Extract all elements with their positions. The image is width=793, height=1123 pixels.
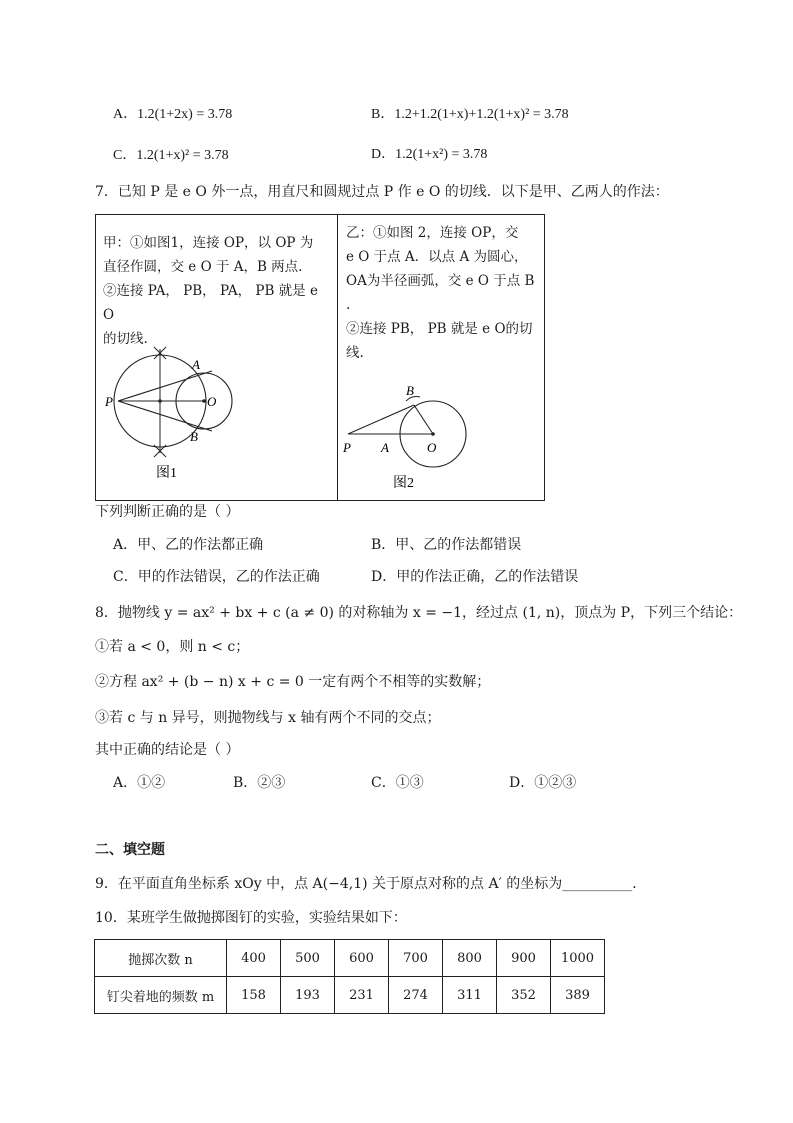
q8-option-d: D．①②③ bbox=[509, 775, 577, 791]
table-cell: 352 bbox=[497, 977, 551, 1014]
yi-line: 乙：①如图 2，连接 OP，交 bbox=[346, 225, 519, 241]
q9-stem: 9．在平面直角坐标系 xOy 中，点 A(−4,1) 关于原点对称的点 A′ 的坐标为__________． bbox=[95, 876, 647, 892]
q10-stem: 10．某班学生做抛掷图钉的实验，实验结果如下： bbox=[95, 910, 407, 926]
table-cell: 700 bbox=[389, 940, 443, 977]
fig1-tangent-pa bbox=[118, 371, 212, 401]
q8-option-a: A．①② bbox=[113, 775, 166, 791]
table-cell: 389 bbox=[551, 977, 605, 1014]
fig1-label-o: O bbox=[207, 394, 217, 409]
q7-method-table bbox=[95, 214, 545, 501]
table-cell: 158 bbox=[227, 977, 281, 1014]
q8-option-b: B．②③ bbox=[233, 775, 286, 791]
table-cell: 1000 bbox=[551, 940, 605, 977]
q8-conclusion-1: ①若 a < 0，则 n < c； bbox=[95, 639, 250, 655]
fig2-line-pb bbox=[348, 405, 414, 434]
q7-option-a: A．甲、乙的作法都正确 bbox=[113, 537, 264, 553]
fig1-point-center bbox=[158, 399, 162, 403]
fig2-label-b: B bbox=[406, 383, 414, 398]
q7-question: 下列判断正确的是（ ） bbox=[95, 504, 240, 520]
q8-question: 其中正确的结论是（ ） bbox=[95, 742, 240, 758]
fig1-point-o bbox=[202, 399, 206, 403]
fig1-label-b: B bbox=[190, 429, 198, 444]
fig2-line-ob bbox=[414, 405, 433, 434]
table-header-cell: 钉尖着地的频数 m bbox=[95, 977, 227, 1014]
fig1-label-a: A bbox=[192, 357, 200, 372]
yi-line: . bbox=[346, 297, 351, 313]
table-cell: 800 bbox=[443, 940, 497, 977]
yi-line: 线. bbox=[346, 345, 364, 361]
fig1-caption: 图1 bbox=[156, 466, 177, 481]
table-cell: 274 bbox=[389, 977, 443, 1014]
table-cell: 400 bbox=[227, 940, 281, 977]
table-cell: 193 bbox=[281, 977, 335, 1014]
table-row bbox=[95, 977, 605, 1014]
fig2-point-o bbox=[431, 432, 435, 436]
figure-2 bbox=[338, 379, 544, 499]
table-header-cell: 抛掷次数 n bbox=[95, 940, 227, 977]
q8-conclusion-3: ③若 c 与 n 异号，则抛物线与 x 轴有两个不同的交点； bbox=[95, 710, 441, 726]
fig1-label-p: P bbox=[105, 394, 113, 409]
table-cell: 900 bbox=[497, 940, 551, 977]
q8-option-c: C．①③ bbox=[371, 775, 424, 791]
fig2-label-a: A bbox=[381, 440, 389, 455]
q6-option-c: C．1.2(1+x)² = 3.78 bbox=[113, 148, 229, 163]
table-cell: 231 bbox=[335, 977, 389, 1014]
table-cell: 311 bbox=[443, 977, 497, 1014]
section-title: 二、填空题 bbox=[95, 842, 165, 858]
yi-line: ②连接 PB， PB 就是 e O的切 bbox=[346, 321, 533, 337]
jia-method bbox=[103, 231, 333, 351]
fig2-label-o: O bbox=[427, 440, 437, 455]
jia-line: 甲：①如图1，连接 OP，以 OP 为 bbox=[103, 235, 314, 251]
jia-line: 直径作圆，交 e O 于 A，B 两点. bbox=[103, 259, 303, 275]
figure-1 bbox=[96, 341, 336, 501]
q7-option-d: D．甲的作法正确，乙的作法错误 bbox=[371, 569, 579, 585]
table-cell: 500 bbox=[281, 940, 335, 977]
table-cell: 600 bbox=[335, 940, 389, 977]
jia-line: ②连接 PA， PB， PA， PB 就是 e O bbox=[103, 283, 318, 323]
table-row bbox=[95, 940, 605, 977]
yi-line: OA为半径画弧，交 e O 于点 B bbox=[346, 273, 535, 289]
q8-stem: 8．抛物线 y = ax² + bx + c (a ≠ 0) 的对称轴为 x = −1，经过点 (1, n)，顶点为 P，下列三个结论： bbox=[95, 605, 743, 621]
jia-line: 的切线. bbox=[103, 331, 148, 347]
q8-conclusion-2: ②方程 ax² + (b − n) x + c = 0 一定有两个不相等的实数解； bbox=[95, 674, 491, 690]
fig2-label-p: P bbox=[343, 440, 351, 455]
q6-option-b: B．1.2+1.2(1+x)+1.2(1+x)² = 3.78 bbox=[371, 107, 569, 122]
q7-option-b: B．甲、乙的作法都错误 bbox=[371, 537, 522, 553]
q6-option-a: A．1.2(1+2x) = 3.78 bbox=[113, 107, 233, 122]
fig2-caption: 图2 bbox=[393, 476, 414, 491]
q6-option-d: D．1.2(1+x²) = 3.78 bbox=[371, 147, 488, 162]
yi-method bbox=[346, 221, 542, 365]
q7-stem: 7．已知 P 是 e O 外一点，用直尺和圆规过点 P 作 e O 的切线．以下是甲、乙两人的作法： bbox=[95, 184, 669, 200]
yi-line: e O 于点 A．以点 A 为圆心， bbox=[346, 249, 528, 265]
fig1-tangent-pb bbox=[118, 401, 212, 431]
q10-results-table bbox=[94, 939, 605, 1014]
q7-option-c: C．甲的作法错误，乙的作法正确 bbox=[113, 569, 320, 585]
